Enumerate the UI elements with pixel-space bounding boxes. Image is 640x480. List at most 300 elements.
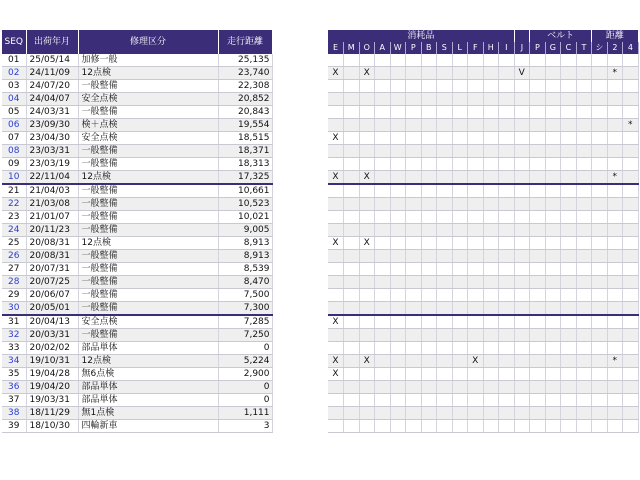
mark-cell (545, 237, 561, 250)
mark-cell (623, 158, 639, 171)
mark-cell (576, 171, 592, 185)
header-seq: SEQ (2, 30, 26, 54)
mileage-cell: 0 (218, 394, 272, 407)
repair-type-cell: 検＋点検 (78, 119, 218, 132)
mark-cell (607, 93, 623, 106)
repair-type-cell: 四輪新車 (78, 420, 218, 433)
mark-cell (468, 276, 484, 289)
mark-cell (545, 289, 561, 302)
mark-cell (344, 67, 360, 80)
mark-cell (468, 80, 484, 93)
mark-cell (344, 355, 360, 368)
header-consumables: 消耗品 (328, 30, 514, 42)
mark-cell (468, 381, 484, 394)
mark-cell (561, 132, 577, 145)
table-row[interactable] (2, 211, 272, 224)
mark-cell (328, 342, 344, 355)
mark-cell (623, 54, 639, 67)
mark-cell (576, 394, 592, 407)
mark-cell (452, 289, 468, 302)
mark-cell (545, 132, 561, 145)
mark-cell (607, 106, 623, 119)
repair-type-cell: 一般整備 (78, 250, 218, 263)
marks-row (328, 302, 638, 316)
table-row[interactable] (2, 407, 272, 420)
seq-cell: 29 (2, 289, 26, 302)
ship-date-cell: 21/03/08 (26, 198, 78, 211)
mark-cell (421, 237, 437, 250)
mark-cell (468, 158, 484, 171)
mark-cell (483, 355, 499, 368)
repair-type-cell: 部品単体 (78, 394, 218, 407)
mark-cell (514, 106, 530, 119)
sub-header-cell: H (483, 42, 499, 54)
table-row[interactable] (2, 315, 272, 329)
mark-cell (561, 237, 577, 250)
mark-cell (406, 302, 422, 316)
mark-cell (390, 381, 406, 394)
table-row[interactable] (2, 93, 272, 106)
mark-cell (483, 93, 499, 106)
mark-cell (468, 171, 484, 185)
mark-cell (483, 237, 499, 250)
mark-cell (375, 80, 391, 93)
mark-cell (421, 420, 437, 433)
mark-cell (514, 224, 530, 237)
table-row[interactable] (2, 302, 272, 316)
mark-cell (328, 289, 344, 302)
mark-cell (359, 381, 375, 394)
table-row[interactable] (2, 368, 272, 381)
mark-cell (483, 224, 499, 237)
mark-cell (421, 342, 437, 355)
mark-cell (530, 315, 546, 329)
mark-cell (592, 237, 608, 250)
sub-header-cell: L (452, 42, 468, 54)
table-row[interactable] (2, 329, 272, 342)
marks-row (328, 355, 638, 368)
mark-cell (530, 394, 546, 407)
mark-cell (561, 184, 577, 198)
mark-cell (576, 368, 592, 381)
ship-date-cell: 20/04/13 (26, 315, 78, 329)
seq-cell: 22 (2, 198, 26, 211)
mark-cell (530, 342, 546, 355)
mark-cell (514, 250, 530, 263)
ship-date-cell: 23/03/31 (26, 145, 78, 158)
mileage-cell: 20,852 (218, 93, 272, 106)
ship-date-cell: 20/02/02 (26, 342, 78, 355)
mark-cell (545, 145, 561, 158)
mark-cell (623, 394, 639, 407)
mark-cell (375, 381, 391, 394)
mark-cell (623, 184, 639, 198)
mark-cell (499, 67, 515, 80)
mileage-cell: 8,913 (218, 250, 272, 263)
mileage-cell: 8,539 (218, 263, 272, 276)
mark-cell (561, 224, 577, 237)
repair-type-cell: 12点検 (78, 67, 218, 80)
repair-type-cell: 一般整備 (78, 211, 218, 224)
mileage-cell: 18,371 (218, 145, 272, 158)
mark-cell (545, 381, 561, 394)
mark-cell (359, 342, 375, 355)
mileage-cell: 19,554 (218, 119, 272, 132)
mark-cell: X (359, 237, 375, 250)
mark-cell (406, 276, 422, 289)
mark-cell (483, 315, 499, 329)
mark-cell (390, 289, 406, 302)
table-row[interactable] (2, 184, 272, 198)
mark-cell (576, 342, 592, 355)
marks-row (328, 381, 638, 394)
mark-cell (623, 237, 639, 250)
mark-cell (344, 368, 360, 381)
mark-cell (421, 224, 437, 237)
marks-row (328, 289, 638, 302)
mark-cell (592, 289, 608, 302)
mark-cell (375, 106, 391, 119)
table-row[interactable] (2, 145, 272, 158)
mark-cell (375, 145, 391, 158)
marks-row (328, 368, 638, 381)
mark-cell (483, 198, 499, 211)
table-row[interactable] (2, 224, 272, 237)
mark-cell (406, 368, 422, 381)
table-row[interactable] (2, 250, 272, 263)
mark-cell (607, 158, 623, 171)
table-row[interactable] (2, 381, 272, 394)
mark-cell (576, 224, 592, 237)
mark-cell (344, 237, 360, 250)
mark-cell (344, 211, 360, 224)
mark-cell (344, 54, 360, 67)
mark-cell (483, 54, 499, 67)
mark-cell (623, 302, 639, 316)
mileage-cell: 8,913 (218, 237, 272, 250)
mark-cell (483, 132, 499, 145)
seq-cell: 21 (2, 184, 26, 198)
mark-cell (576, 263, 592, 276)
repair-type-cell: 一般整備 (78, 80, 218, 93)
mark-cell (328, 80, 344, 93)
mark-cell (561, 211, 577, 224)
mark-cell (499, 407, 515, 420)
mark-cell (607, 289, 623, 302)
mark-cell (390, 368, 406, 381)
mark-cell: X (328, 368, 344, 381)
mark-cell (344, 119, 360, 132)
table-row[interactable] (2, 171, 272, 185)
mark-cell (359, 394, 375, 407)
mark-cell (437, 355, 453, 368)
mark-cell (545, 407, 561, 420)
mark-cell (375, 237, 391, 250)
repair-type-cell: 無6点検 (78, 368, 218, 381)
repair-type-cell: 一般整備 (78, 158, 218, 171)
table-row[interactable] (2, 119, 272, 132)
table-row[interactable] (2, 54, 272, 67)
sub-header-cell: J (514, 42, 530, 54)
mark-cell (576, 420, 592, 433)
mark-cell (468, 145, 484, 158)
seq-cell: 27 (2, 263, 26, 276)
mark-cell (623, 80, 639, 93)
mark-cell: * (607, 171, 623, 185)
mark-cell (623, 145, 639, 158)
mark-cell (561, 171, 577, 185)
mark-cell (328, 158, 344, 171)
mark-cell (514, 80, 530, 93)
mark-cell (561, 355, 577, 368)
mark-cell (561, 119, 577, 132)
mark-cell (623, 329, 639, 342)
marks-row (328, 54, 638, 67)
mark-cell (437, 145, 453, 158)
table-row[interactable] (2, 420, 272, 433)
sub-header-cell: P (406, 42, 422, 54)
mark-cell (344, 263, 360, 276)
mark-cell (607, 420, 623, 433)
mark-cell (390, 132, 406, 145)
mark-cell (468, 342, 484, 355)
mark-cell (421, 250, 437, 263)
mark-cell (592, 224, 608, 237)
mark-cell (545, 394, 561, 407)
mark-cell (390, 329, 406, 342)
mark-cell (514, 198, 530, 211)
mark-cell (623, 106, 639, 119)
mark-cell (452, 315, 468, 329)
ship-date-cell: 19/10/31 (26, 355, 78, 368)
mark-cell (483, 276, 499, 289)
repair-type-cell: 一般整備 (78, 276, 218, 289)
mileage-cell: 18,515 (218, 132, 272, 145)
seq-cell: 23 (2, 211, 26, 224)
mark-cell (499, 93, 515, 106)
mark-cell (576, 407, 592, 420)
mark-cell: X (328, 315, 344, 329)
mark-cell (499, 198, 515, 211)
mark-cell (561, 394, 577, 407)
mark-cell (344, 171, 360, 185)
table-row[interactable] (2, 80, 272, 93)
mark-cell (390, 211, 406, 224)
mark-cell (375, 355, 391, 368)
mark-cell (592, 145, 608, 158)
table-row[interactable] (2, 276, 272, 289)
ship-date-cell: 23/04/30 (26, 132, 78, 145)
mark-cell (421, 276, 437, 289)
mark-cell: * (607, 355, 623, 368)
table-row[interactable] (2, 342, 272, 355)
mark-cell (437, 381, 453, 394)
ship-date-cell: 24/07/20 (26, 80, 78, 93)
mark-cell (514, 355, 530, 368)
mark-cell (623, 289, 639, 302)
mark-cell (607, 315, 623, 329)
mark-cell (406, 158, 422, 171)
repair-type-cell: 一般整備 (78, 329, 218, 342)
mark-cell (390, 184, 406, 198)
mark-cell (607, 198, 623, 211)
mark-cell (483, 158, 499, 171)
mark-cell (390, 355, 406, 368)
mark-cell (483, 106, 499, 119)
mark-cell (530, 237, 546, 250)
table-row[interactable] (2, 67, 272, 80)
header-repair-type: 修理区分 (78, 30, 218, 54)
ship-date-cell: 23/03/19 (26, 158, 78, 171)
seq-cell: 01 (2, 54, 26, 67)
mark-cell (468, 302, 484, 316)
mark-cell (561, 158, 577, 171)
table-row[interactable] (2, 106, 272, 119)
mark-cell (468, 329, 484, 342)
mark-cell (406, 211, 422, 224)
table-row[interactable] (2, 237, 272, 250)
mark-cell (468, 67, 484, 80)
mark-cell (561, 67, 577, 80)
mark-cell (390, 54, 406, 67)
mark-cell (530, 158, 546, 171)
mark-cell (390, 158, 406, 171)
mark-cell (406, 394, 422, 407)
mark-cell (328, 381, 344, 394)
mark-cell (328, 211, 344, 224)
mark-cell (499, 342, 515, 355)
mark-cell (421, 407, 437, 420)
mark-cell (328, 276, 344, 289)
mark-cell (344, 132, 360, 145)
mark-cell (452, 67, 468, 80)
mark-cell (452, 106, 468, 119)
table-row[interactable] (2, 394, 272, 407)
mark-cell (530, 420, 546, 433)
mark-cell (499, 184, 515, 198)
repair-type-cell: 12点検 (78, 237, 218, 250)
mark-cell (530, 198, 546, 211)
mark-cell (623, 67, 639, 80)
table-row[interactable] (2, 158, 272, 171)
mark-cell (452, 132, 468, 145)
mark-cell (530, 407, 546, 420)
ship-date-cell: 20/07/31 (26, 263, 78, 276)
mark-cell (514, 342, 530, 355)
mark-cell (452, 93, 468, 106)
mark-cell (328, 224, 344, 237)
mark-cell (452, 394, 468, 407)
mark-cell (452, 250, 468, 263)
mark-cell (623, 355, 639, 368)
mark-cell (514, 368, 530, 381)
mark-cell (592, 329, 608, 342)
marks-row (328, 132, 638, 145)
left-header (2, 30, 273, 54)
mark-cell (452, 158, 468, 171)
mark-cell (545, 276, 561, 289)
mark-cell (452, 80, 468, 93)
mark-cell (530, 211, 546, 224)
mark-cell (499, 276, 515, 289)
table-row[interactable] (2, 289, 272, 302)
mark-cell (576, 250, 592, 263)
mark-cell (530, 224, 546, 237)
mark-cell (530, 289, 546, 302)
mark-cell (359, 250, 375, 263)
seq-cell: 38 (2, 407, 26, 420)
mark-cell (545, 315, 561, 329)
mark-cell (452, 342, 468, 355)
mark-cell (545, 263, 561, 276)
mark-cell (514, 211, 530, 224)
mark-cell (514, 315, 530, 329)
mark-cell (499, 420, 515, 433)
mark-cell (499, 315, 515, 329)
mark-cell (328, 394, 344, 407)
mark-cell (561, 263, 577, 276)
marks-row (328, 329, 638, 342)
repair-type-cell: 一般整備 (78, 289, 218, 302)
mark-cell (530, 263, 546, 276)
mark-cell (576, 93, 592, 106)
marks-row (328, 420, 638, 433)
mark-cell (421, 93, 437, 106)
mark-cell (545, 250, 561, 263)
mark-cell (576, 132, 592, 145)
mark-cell (499, 302, 515, 316)
marks-row (328, 276, 638, 289)
table-row[interactable] (2, 263, 272, 276)
table-row[interactable] (2, 355, 272, 368)
mark-cell (328, 54, 344, 67)
mark-cell (530, 171, 546, 185)
mark-cell (592, 158, 608, 171)
mileage-cell: 3 (218, 420, 272, 433)
sub-header-cell: P (530, 42, 546, 54)
sub-header-cell: G (545, 42, 561, 54)
mark-cell (344, 381, 360, 394)
mark-cell (390, 394, 406, 407)
mark-cell (390, 106, 406, 119)
mark-cell (390, 250, 406, 263)
mark-cell (406, 80, 422, 93)
mark-cell (375, 420, 391, 433)
mark-cell (390, 67, 406, 80)
mileage-cell: 8,470 (218, 276, 272, 289)
mark-cell (421, 132, 437, 145)
mark-cell (514, 289, 530, 302)
mark-cell (499, 381, 515, 394)
table-row[interactable] (2, 198, 272, 211)
mark-cell (344, 420, 360, 433)
mark-cell (452, 119, 468, 132)
mark-cell (452, 145, 468, 158)
mark-cell (592, 211, 608, 224)
table-row[interactable] (2, 132, 272, 145)
mark-cell (576, 355, 592, 368)
mileage-cell: 10,523 (218, 198, 272, 211)
mark-cell (545, 67, 561, 80)
mark-cell (545, 342, 561, 355)
mileage-cell: 7,250 (218, 329, 272, 342)
mark-cell (344, 276, 360, 289)
mark-cell (328, 198, 344, 211)
mark-cell (514, 381, 530, 394)
mark-cell (468, 394, 484, 407)
mark-cell (483, 289, 499, 302)
mark-cell (483, 119, 499, 132)
